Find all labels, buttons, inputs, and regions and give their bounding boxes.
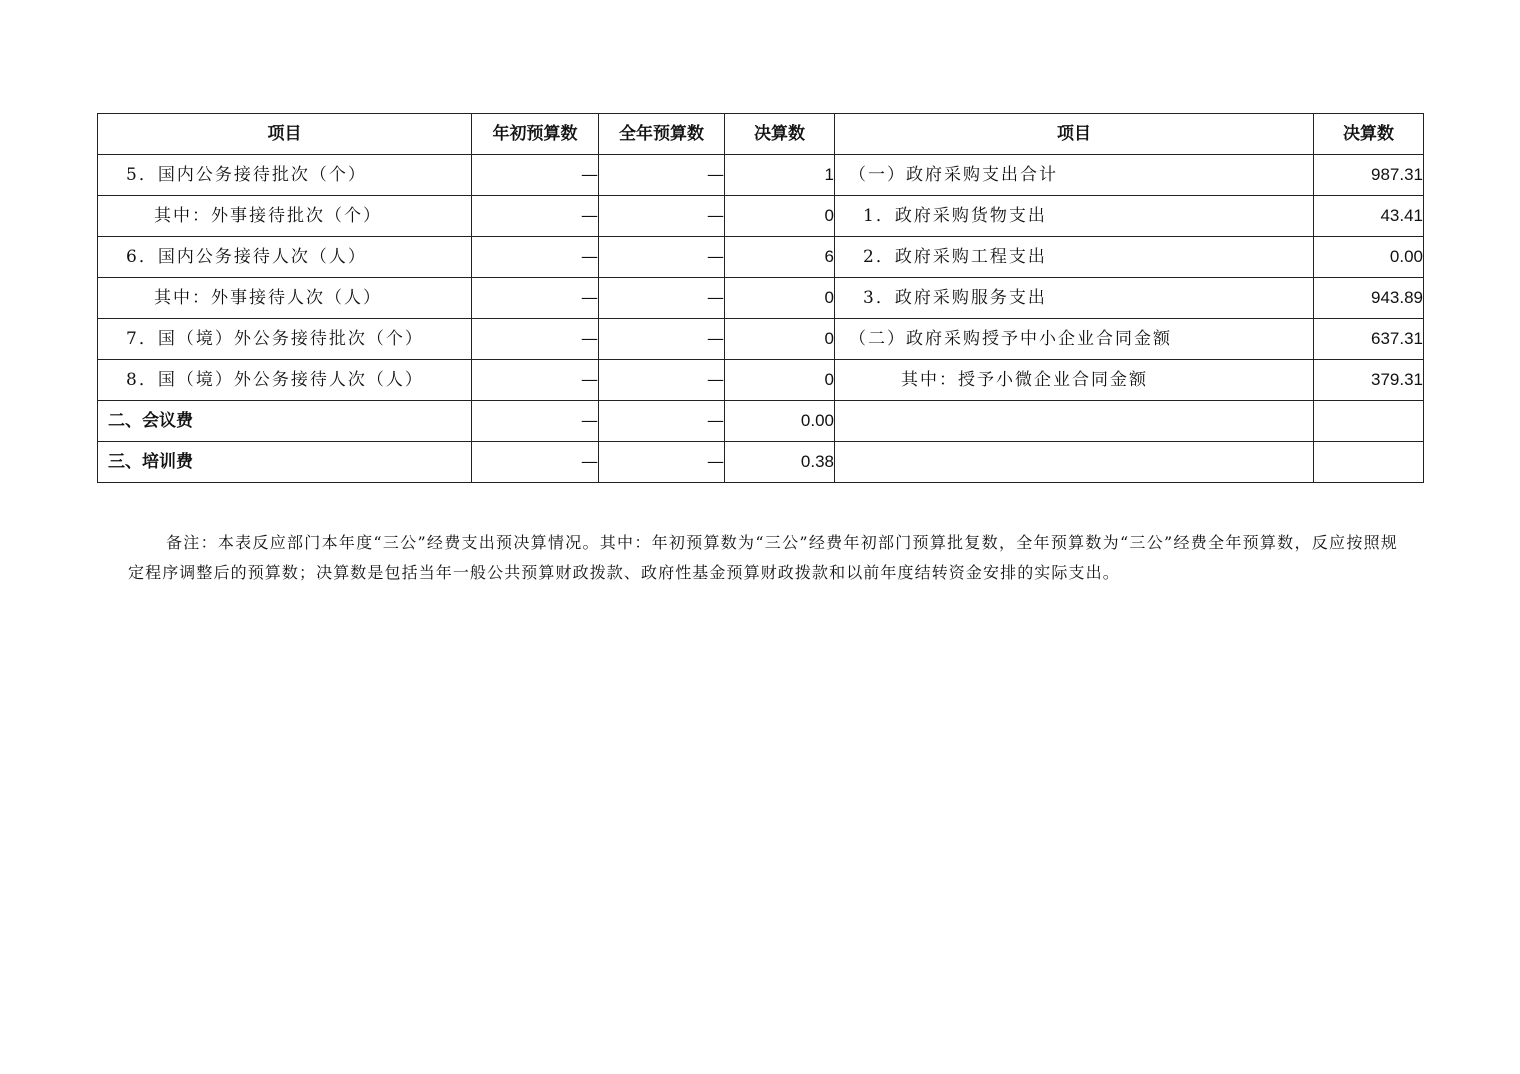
table-row	[98, 196, 1424, 237]
header-right-final-accounts: 决算数	[1314, 114, 1424, 155]
row-annual-budget: —	[599, 360, 725, 401]
row-right-value: 987.31	[1314, 155, 1424, 196]
row-item: 三、培训费	[98, 442, 472, 483]
row-initial-budget: —	[472, 278, 599, 319]
table-row	[98, 278, 1424, 319]
table-row	[98, 442, 1424, 483]
row-right-value: 637.31	[1314, 319, 1424, 360]
row-final-accounts: 1	[725, 155, 835, 196]
row-right-value: 0.00	[1314, 237, 1424, 278]
row-item: 5．国内公务接待批次（个）	[98, 155, 472, 196]
row-annual-budget: —	[599, 319, 725, 360]
row-right-item: （二）政府采购授予中小企业合同金额	[835, 319, 1314, 360]
row-item: 6．国内公务接待人次（人）	[98, 237, 472, 278]
row-initial-budget: —	[472, 155, 599, 196]
row-initial-budget: —	[472, 442, 599, 483]
row-final-accounts: 0.38	[725, 442, 835, 483]
row-right-value: 943.89	[1314, 278, 1424, 319]
row-right-item: 3．政府采购服务支出	[835, 278, 1314, 319]
table-row	[98, 360, 1424, 401]
header-item: 项目	[98, 114, 472, 155]
row-final-accounts: 0	[725, 360, 835, 401]
row-initial-budget: —	[472, 237, 599, 278]
row-right-item	[835, 401, 1314, 442]
table-row	[98, 319, 1424, 360]
row-final-accounts: 0	[725, 319, 835, 360]
table-row	[98, 401, 1424, 442]
header-right-item: 项目	[835, 114, 1314, 155]
row-annual-budget: —	[599, 196, 725, 237]
row-annual-budget: —	[599, 442, 725, 483]
row-item: 7．国（境）外公务接待批次（个）	[98, 319, 472, 360]
header-annual-budget: 全年预算数	[599, 114, 725, 155]
header-initial-budget: 年初预算数	[472, 114, 599, 155]
row-final-accounts: 0	[725, 196, 835, 237]
row-final-accounts: 0	[725, 278, 835, 319]
table-row	[98, 155, 1424, 196]
row-right-item: 1．政府采购货物支出	[835, 196, 1314, 237]
row-item: 8．国（境）外公务接待人次（人）	[98, 360, 472, 401]
row-right-item: （一）政府采购支出合计	[835, 155, 1314, 196]
row-right-item: 2．政府采购工程支出	[835, 237, 1314, 278]
row-right-value: 43.41	[1314, 196, 1424, 237]
row-right-value: 379.31	[1314, 360, 1424, 401]
row-right-value	[1314, 442, 1424, 483]
three-public-expenses-table	[97, 113, 1424, 483]
row-right-value	[1314, 401, 1424, 442]
row-annual-budget: —	[599, 401, 725, 442]
row-initial-budget: —	[472, 360, 599, 401]
row-final-accounts: 0.00	[725, 401, 835, 442]
row-initial-budget: —	[472, 401, 599, 442]
row-annual-budget: —	[599, 237, 725, 278]
table-footnote: 备注：本表反应部门本年度“三公”经费支出预决算情况。其中：年初预算数为“三公”经费年初部门预算批复数，全年预算数为“三公”经费全年预算数，反应按照规定程序调整后的预算数；决算数是包括当年一般公共预算财政拨款、政府性基金预算财政拨款和以前年度结转资金安排的实际支出。	[128, 533, 1398, 582]
row-initial-budget: —	[472, 319, 599, 360]
row-initial-budget: —	[472, 196, 599, 237]
row-item: 其中：外事接待批次（个）	[98, 196, 472, 237]
row-annual-budget: —	[599, 278, 725, 319]
row-item: 其中：外事接待人次（人）	[98, 278, 472, 319]
row-final-accounts: 6	[725, 237, 835, 278]
row-right-item: 其中：授予小微企业合同金额	[835, 360, 1314, 401]
table-header-row	[98, 114, 1424, 155]
table-row	[98, 237, 1424, 278]
row-item: 二、会议费	[98, 401, 472, 442]
row-right-item	[835, 442, 1314, 483]
header-final-accounts: 决算数	[725, 114, 835, 155]
row-annual-budget: —	[599, 155, 725, 196]
